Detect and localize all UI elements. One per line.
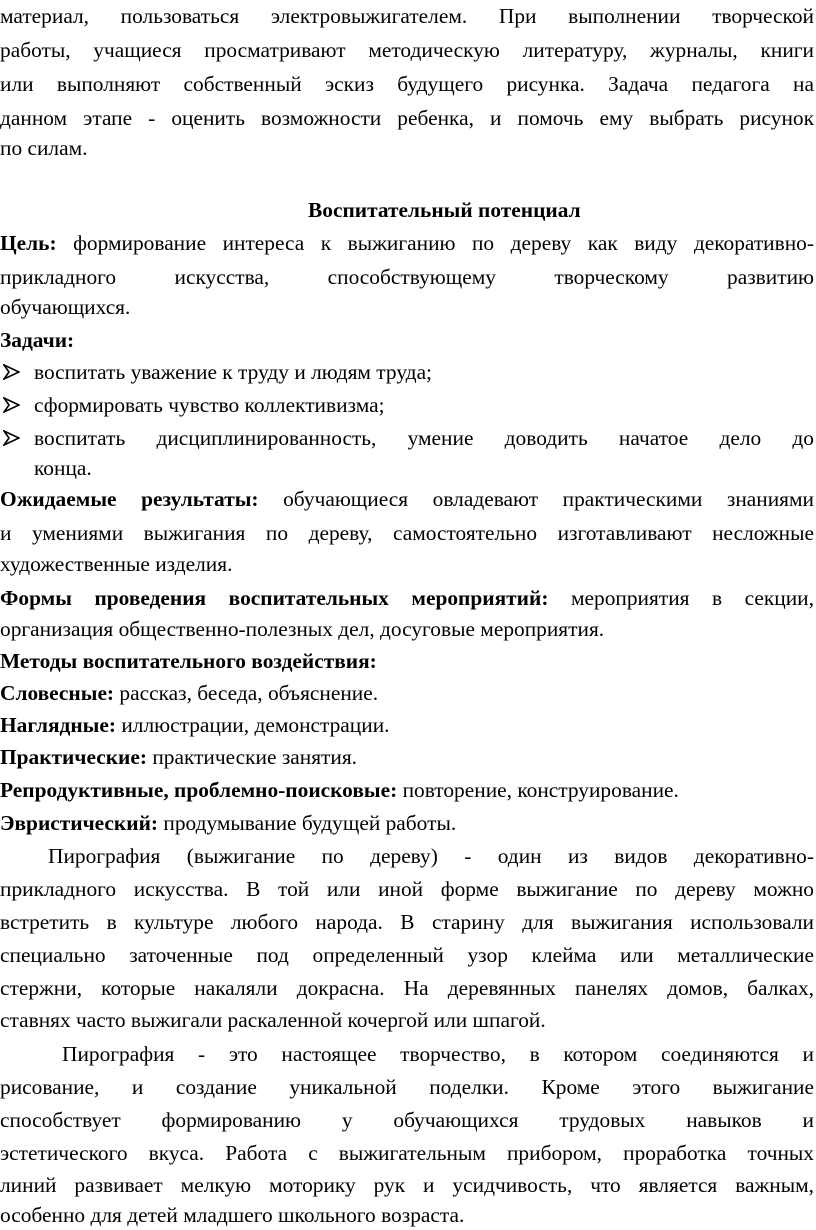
para2-line-6: особенно для детей младшего школьного возраста. bbox=[0, 1203, 465, 1227]
para1-line-1: Пирография (выжигание по дереву) - один из видов декоративно- bbox=[48, 844, 814, 868]
goal-label: Цель: bbox=[0, 231, 57, 255]
goal-line-2: прикладного искусства, способствующему творческому развитию bbox=[0, 265, 814, 289]
practical-text: практические занятия. bbox=[146, 745, 358, 769]
forms-line-1 bbox=[0, 583, 814, 613]
intro-line-3: или выполняют собственный эскиз будущего рисунка. Задача педагога на bbox=[0, 72, 814, 96]
heuristic-text: продумывание будущей работы. bbox=[158, 811, 457, 835]
forms-text-1: мероприятия в секции, bbox=[548, 586, 814, 610]
goal-line-3: обучающихся. bbox=[0, 295, 131, 319]
goal-text-1: формирование интереса к выжиганию по дереву как виду декоративно- bbox=[56, 231, 814, 255]
intro-line-4: данном этапе - оценить возможности ребенка, и помочь ему выбрать рисунок bbox=[0, 106, 814, 130]
practical-label: Практические: bbox=[0, 745, 147, 769]
para1-line-2: прикладного искусства. В той или иной форме выжигание по дереву можно bbox=[0, 877, 814, 901]
expected-line-3: художественные изделия. bbox=[0, 552, 233, 576]
arrow-bullet-icon bbox=[3, 390, 21, 420]
verbal-text: рассказ, беседа, объяснение. bbox=[114, 681, 379, 705]
section-title: Воспитательный потенциал bbox=[308, 198, 581, 222]
methods-heuristic bbox=[0, 808, 814, 838]
para1-line-4: специально заточенные под определенный узор клейма или металлические bbox=[0, 943, 814, 967]
para1-line-3: встретить в культуре любого народа. В старину для выжигания использовали bbox=[0, 910, 814, 934]
reproductive-label: Репродуктивные, проблемно-поисковые: bbox=[0, 778, 398, 802]
task-item-2: сформировать чувство коллективизма; bbox=[34, 393, 385, 417]
methods-reproductive bbox=[0, 775, 814, 805]
intro-line-1: материал, пользоваться электровыжигателем. При выполнении творческой bbox=[0, 4, 814, 28]
intro-line-5: по силам. bbox=[0, 136, 88, 160]
tasks-label: Задачи: bbox=[0, 328, 75, 352]
methods-verbal bbox=[0, 678, 814, 708]
visual-label: Наглядные: bbox=[0, 713, 116, 737]
task-item-3: воспитать дисциплинированность, умение доводить начатое дело до bbox=[34, 426, 814, 450]
verbal-label: Словесные: bbox=[0, 681, 115, 705]
intro-line-2: работы, учащиеся просматривают методическую литературу, журналы, книги bbox=[0, 38, 814, 62]
task-item-1: воспитать уважение к труду и людям труда; bbox=[34, 360, 433, 384]
expected-line-2: и умениями выжигания по дереву, самостоятельно изготавливают несложные bbox=[0, 521, 814, 545]
expected-text-1: обучающиеся овладевают практическими знаниями bbox=[258, 487, 814, 511]
para2-line-2: рисование, и создание уникальной поделки. Кроме этого выжигание bbox=[0, 1075, 814, 1099]
methods-heading: Методы воспитательного воздействия: bbox=[0, 649, 377, 673]
para2-line-4: эстетического вкуса. Работа с выжигательным прибором, проработка точных bbox=[0, 1141, 814, 1165]
reproductive-text: повторение, конструирование. bbox=[397, 778, 679, 802]
para2-line-1: Пирография - это настоящее творчество, в котором соединяются и bbox=[62, 1042, 814, 1066]
expected-line-1 bbox=[0, 484, 814, 514]
methods-practical bbox=[0, 742, 814, 772]
task-item-3-cont: конца. bbox=[34, 456, 92, 480]
expected-label: Ожидаемые результаты: bbox=[0, 487, 259, 511]
para1-line-6: ставнях часто выжигали раскаленной кочергой или шпагой. bbox=[0, 1008, 546, 1032]
forms-label: Формы проведения воспитательных мероприятий: bbox=[0, 586, 549, 610]
para1-line-5: стержни, которые накаляли докрасна. На деревянных панелях домов, балках, bbox=[0, 976, 814, 1000]
forms-line-2: организация общественно-полезных дел, досуговые мероприятия. bbox=[0, 617, 605, 641]
visual-text: иллюстрации, демонстрации. bbox=[116, 713, 390, 737]
heuristic-label: Эвристический: bbox=[0, 811, 159, 835]
arrow-bullet-icon bbox=[3, 357, 21, 387]
para2-line-3: способствует формированию у обучающихся трудовых навыков и bbox=[0, 1108, 814, 1132]
para2-line-5: линий развивает мелкую моторику рук и усидчивость, что является важным, bbox=[0, 1173, 814, 1197]
goal-line-1 bbox=[0, 228, 814, 258]
methods-visual bbox=[0, 710, 814, 740]
arrow-bullet-icon bbox=[3, 423, 21, 453]
